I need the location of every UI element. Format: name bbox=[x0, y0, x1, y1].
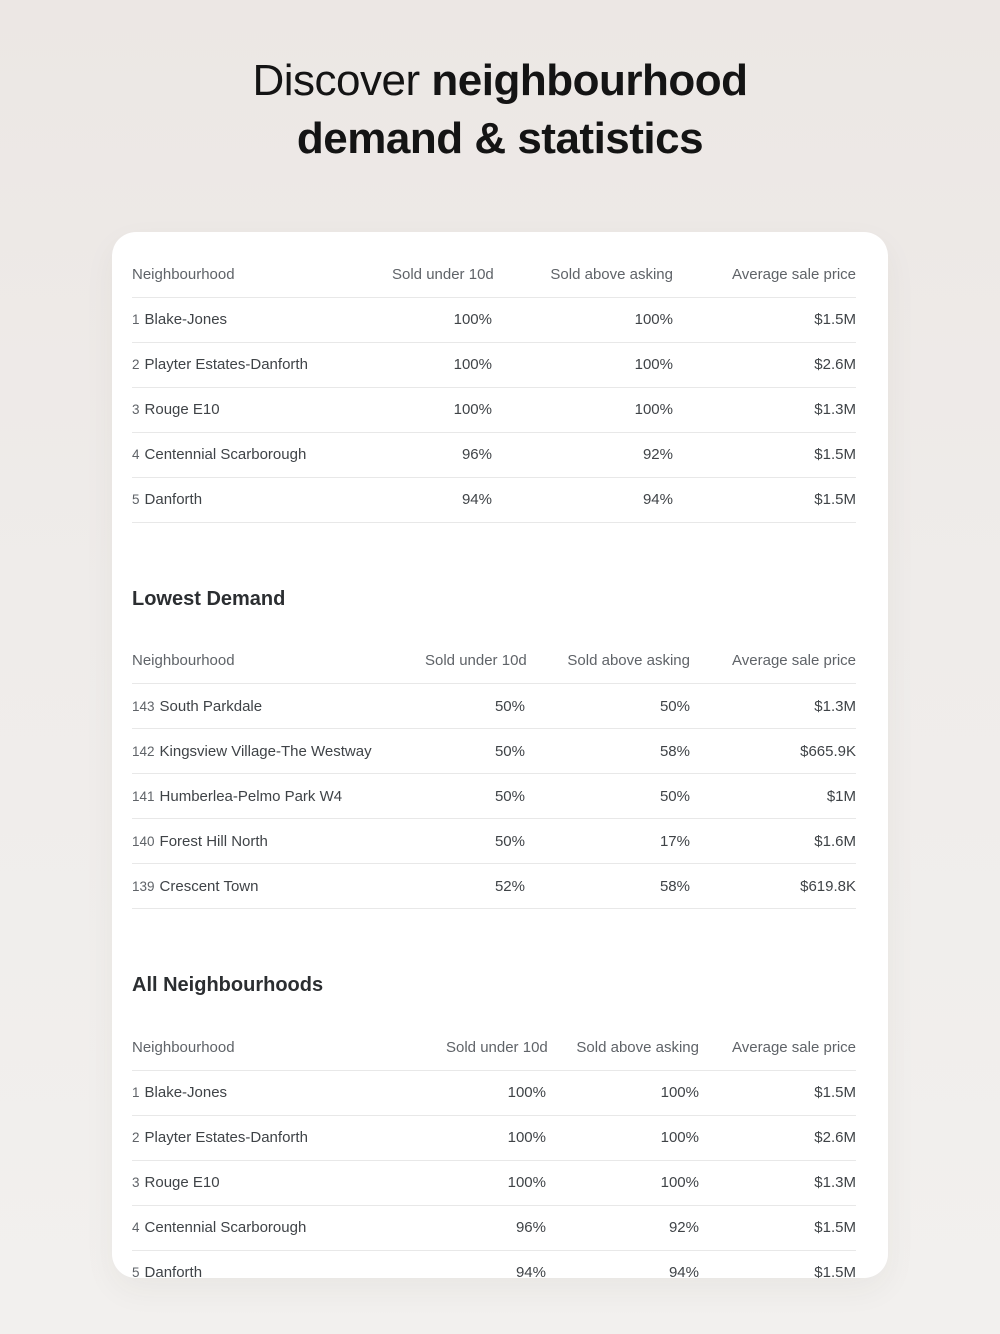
sold-under-10d-cell: 100% bbox=[446, 1115, 546, 1160]
neighbourhood-name: Danforth bbox=[144, 491, 203, 508]
neighbourhood-cell bbox=[132, 774, 425, 819]
average-sale-price-cell: $1M bbox=[690, 774, 856, 819]
table-row bbox=[132, 774, 856, 819]
table-row bbox=[132, 297, 856, 342]
sold-above-asking-cell: 100% bbox=[492, 297, 673, 342]
neighbourhood-cell bbox=[132, 1115, 446, 1160]
neighbourhood-cell bbox=[132, 819, 425, 864]
rank: 142 bbox=[132, 743, 155, 759]
rank: 3 bbox=[132, 1175, 140, 1190]
average-sale-price-cell: $2.6M bbox=[699, 1115, 856, 1160]
average-sale-price-cell: $1.3M bbox=[690, 684, 856, 729]
neighbourhood-cell bbox=[132, 1205, 446, 1250]
neighbourhood-name: Playter Estates-Danforth bbox=[144, 356, 308, 373]
sold-under-10d-cell: 100% bbox=[446, 1070, 546, 1115]
rank: 139 bbox=[132, 878, 155, 894]
rank: 141 bbox=[132, 788, 155, 804]
average-sale-price-cell: $1.5M bbox=[699, 1205, 856, 1250]
neighbourhood-cell bbox=[132, 477, 392, 522]
sold-under-10d-cell: 50% bbox=[425, 684, 525, 729]
section-heading-lowest-demand: Lowest Demand bbox=[132, 587, 286, 610]
neighbourhood-name: Rouge E10 bbox=[144, 1174, 220, 1191]
sold-above-asking-cell: 50% bbox=[525, 774, 690, 819]
sold-under-10d-cell: 94% bbox=[392, 477, 492, 522]
sold-above-asking-cell: 92% bbox=[546, 1205, 699, 1250]
neighbourhood-cell bbox=[132, 729, 425, 774]
table-row bbox=[132, 477, 856, 522]
average-sale-price-cell: $1.5M bbox=[673, 432, 856, 477]
rank: 1 bbox=[132, 1085, 140, 1100]
average-sale-price-cell: $1.3M bbox=[673, 387, 856, 432]
rank: 3 bbox=[132, 402, 140, 417]
all-neighbourhoods-table bbox=[132, 1025, 856, 1278]
rank: 5 bbox=[132, 492, 140, 507]
average-sale-price-cell: $1.3M bbox=[699, 1160, 856, 1205]
lowest-demand-table bbox=[132, 639, 856, 910]
neighbourhood-name: Forest Hill North bbox=[159, 832, 268, 850]
col-neighbourhood: Neighbourhood bbox=[132, 252, 392, 297]
neighbourhood-name: Blake-Jones bbox=[144, 311, 228, 328]
average-sale-price-cell: $2.6M bbox=[673, 342, 856, 387]
neighbourhood-name: Danforth bbox=[144, 1264, 203, 1278]
title-word-neighbourhood: neighbourhood bbox=[431, 56, 748, 105]
sold-above-asking-cell: 58% bbox=[525, 729, 690, 774]
sold-under-10d-cell: 50% bbox=[425, 729, 525, 774]
table-row bbox=[132, 729, 856, 774]
table-row bbox=[132, 1250, 856, 1278]
col-sold-under-10d: Sold under 10d bbox=[446, 1025, 546, 1070]
sold-under-10d-cell: 100% bbox=[446, 1160, 546, 1205]
stats-card bbox=[112, 232, 888, 1278]
sold-above-asking-cell: 58% bbox=[525, 864, 690, 909]
average-sale-price-cell: $1.6M bbox=[690, 819, 856, 864]
neighbourhood-cell bbox=[132, 297, 392, 342]
section-heading-all-neighbourhoods: All Neighbourhoods bbox=[132, 974, 324, 996]
title-word-discover: Discover bbox=[252, 56, 420, 105]
rank: 2 bbox=[132, 357, 140, 372]
table-row bbox=[132, 819, 856, 864]
col-neighbourhood: Neighbourhood bbox=[132, 639, 425, 684]
sold-above-asking-cell: 100% bbox=[492, 387, 673, 432]
col-neighbourhood: Neighbourhood bbox=[132, 1025, 446, 1070]
neighbourhood-name: Rouge E10 bbox=[144, 401, 220, 418]
col-average-sale-price: Average sale price bbox=[690, 639, 856, 684]
rank: 4 bbox=[132, 447, 140, 462]
neighbourhood-cell bbox=[132, 1070, 446, 1115]
col-sold-above-asking: Sold above asking bbox=[546, 1025, 699, 1070]
sold-under-10d-cell: 100% bbox=[392, 297, 492, 342]
page-title bbox=[0, 0, 1000, 168]
table-row bbox=[132, 1070, 856, 1115]
sold-under-10d-cell: 96% bbox=[446, 1205, 546, 1250]
neighbourhood-name: Centennial Scarborough bbox=[144, 446, 307, 463]
col-sold-under-10d: Sold under 10d bbox=[425, 639, 525, 684]
neighbourhood-name: Blake-Jones bbox=[144, 1084, 228, 1101]
average-sale-price-cell: $619.8K bbox=[690, 864, 856, 909]
neighbourhood-cell bbox=[132, 864, 425, 909]
average-sale-price-cell: $1.5M bbox=[673, 477, 856, 522]
rank: 5 bbox=[132, 1265, 140, 1278]
col-average-sale-price: Average sale price bbox=[699, 1025, 856, 1070]
sold-above-asking-cell: 100% bbox=[492, 342, 673, 387]
neighbourhood-cell bbox=[132, 387, 392, 432]
table-row bbox=[132, 684, 856, 729]
col-average-sale-price: Average sale price bbox=[673, 252, 856, 297]
neighbourhood-cell bbox=[132, 342, 392, 387]
average-sale-price-cell: $1.5M bbox=[673, 297, 856, 342]
table-row bbox=[132, 864, 856, 909]
rank: 140 bbox=[132, 833, 155, 849]
col-sold-above-asking: Sold above asking bbox=[492, 252, 673, 297]
table-row bbox=[132, 342, 856, 387]
average-sale-price-cell: $1.5M bbox=[699, 1070, 856, 1115]
sold-above-asking-cell: 94% bbox=[492, 477, 673, 522]
table-header-row bbox=[132, 639, 856, 684]
sold-under-10d-cell: 50% bbox=[425, 819, 525, 864]
table-row bbox=[132, 1115, 856, 1160]
sold-above-asking-cell: 94% bbox=[546, 1250, 699, 1278]
top-demand-table bbox=[132, 252, 856, 523]
col-sold-under-10d: Sold under 10d bbox=[392, 252, 492, 297]
rank: 4 bbox=[132, 1220, 140, 1235]
neighbourhood-name: Kingsview Village-The Westway bbox=[159, 742, 372, 760]
sold-under-10d-cell: 50% bbox=[425, 774, 525, 819]
rank: 2 bbox=[132, 1130, 140, 1145]
table-header-row bbox=[132, 252, 856, 297]
sold-under-10d-cell: 94% bbox=[446, 1250, 546, 1278]
sold-above-asking-cell: 50% bbox=[525, 684, 690, 729]
sold-above-asking-cell: 17% bbox=[525, 819, 690, 864]
section-lowest-demand bbox=[132, 587, 856, 910]
sold-under-10d-cell: 96% bbox=[392, 432, 492, 477]
neighbourhood-name: Playter Estates-Danforth bbox=[144, 1129, 308, 1146]
table-row bbox=[132, 1205, 856, 1250]
table-row bbox=[132, 432, 856, 477]
neighbourhood-name: Centennial Scarborough bbox=[144, 1219, 307, 1236]
sold-above-asking-cell: 100% bbox=[546, 1160, 699, 1205]
table-header-row bbox=[132, 1025, 856, 1070]
section-all-neighbourhoods bbox=[132, 973, 856, 1278]
col-sold-above-asking: Sold above asking bbox=[525, 639, 690, 684]
table-row bbox=[132, 387, 856, 432]
sold-under-10d-cell: 52% bbox=[425, 864, 525, 909]
sold-above-asking-cell: 92% bbox=[492, 432, 673, 477]
neighbourhood-cell bbox=[132, 1160, 446, 1205]
neighbourhood-name: Crescent Town bbox=[159, 877, 259, 895]
section-top-demand bbox=[132, 252, 856, 523]
average-sale-price-cell: $1.5M bbox=[699, 1250, 856, 1278]
average-sale-price-cell: $665.9K bbox=[690, 729, 856, 774]
sold-under-10d-cell: 100% bbox=[392, 387, 492, 432]
rank: 143 bbox=[132, 698, 155, 714]
rank: 1 bbox=[132, 312, 140, 327]
neighbourhood-cell bbox=[132, 432, 392, 477]
title-line-2: demand & statistics bbox=[296, 114, 704, 163]
neighbourhood-cell bbox=[132, 1250, 446, 1278]
neighbourhood-name: South Parkdale bbox=[159, 697, 263, 715]
neighbourhood-name: Humberlea-Pelmo Park W4 bbox=[159, 787, 343, 805]
table-row bbox=[132, 1160, 856, 1205]
sold-under-10d-cell: 100% bbox=[392, 342, 492, 387]
sold-above-asking-cell: 100% bbox=[546, 1115, 699, 1160]
sold-above-asking-cell: 100% bbox=[546, 1070, 699, 1115]
neighbourhood-cell bbox=[132, 684, 425, 729]
